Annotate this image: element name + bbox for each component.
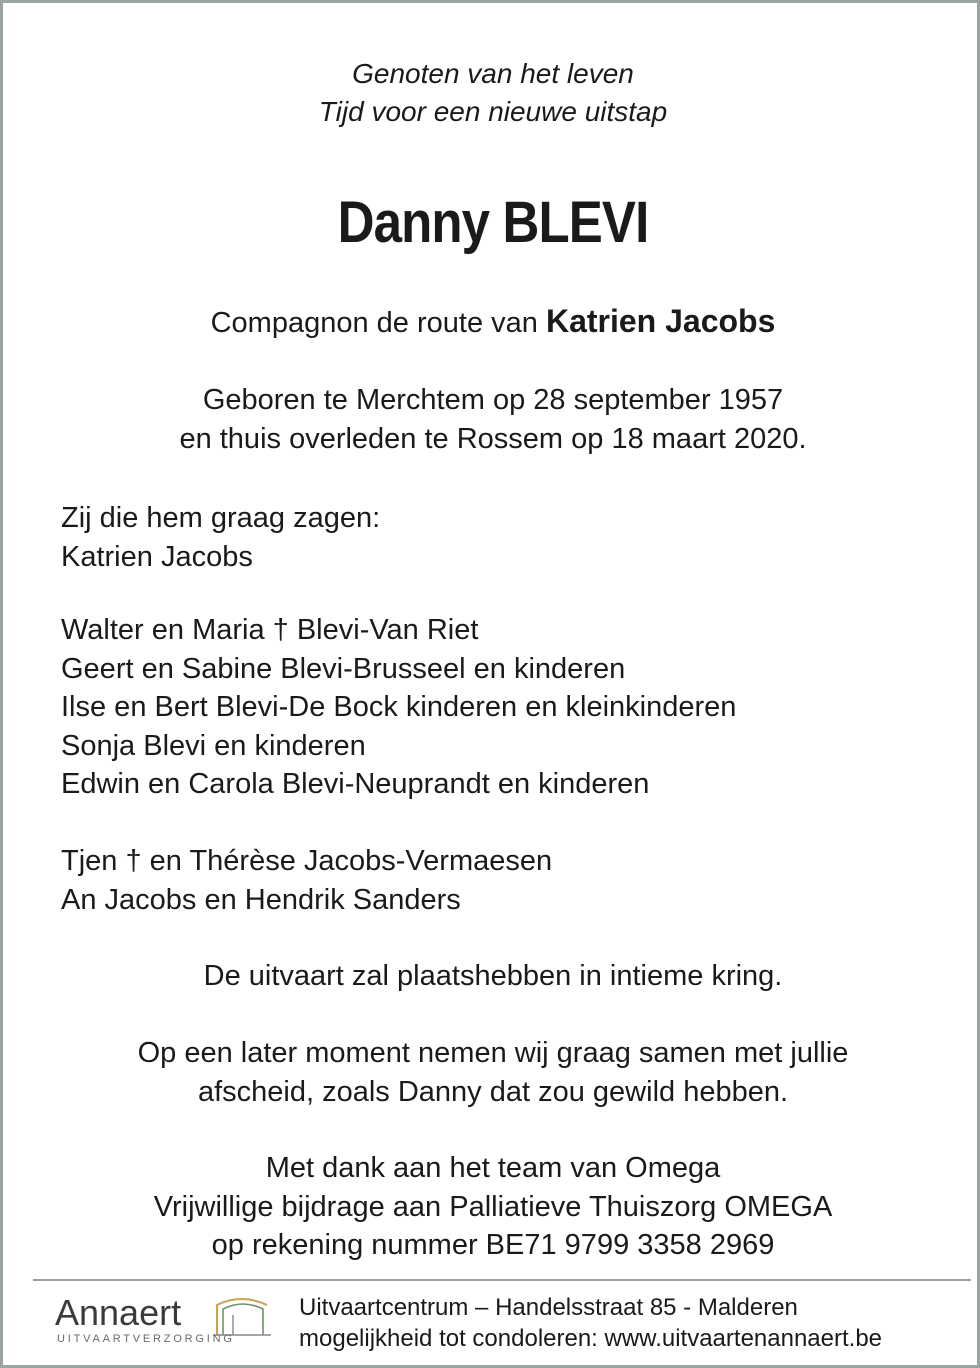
companion-prefix: Compagnon de route van — [210, 307, 538, 339]
funeral-home-logo — [55, 1291, 285, 1351]
logo-name: Annaert — [55, 1292, 182, 1333]
farewell-line-1: Op een later moment nemen wij graag samen met jullie — [137, 1037, 849, 1069]
footer-divider — [33, 1279, 971, 1281]
list-item: Edwin en Carola Blevi-Neuprandt en kinderen — [61, 768, 650, 800]
motto-line-2: Tijd voor een nieuwe uitstap — [318, 96, 668, 127]
funeral-notice: De uitvaart zal plaatshebben in intieme kring. — [203, 960, 783, 992]
list-item: An Jacobs en Hendrik Sanders — [61, 883, 461, 916]
footer-condolences: mogelijkheid tot condoleren: www.uitvaartenannaert.be — [299, 1325, 883, 1352]
deceased-name: Danny BLEVI — [337, 190, 649, 255]
list-item: Sonja Blevi en kinderen — [61, 729, 366, 762]
list-item: Ilse en Bert Blevi-De Bock kinderen en kleinkinderen — [61, 691, 737, 723]
bank-account-line: op rekening nummer BE71 9799 3358 2969 — [211, 1229, 775, 1261]
thanks-line-2: Vrijwillige bijdrage aan Palliatieve Thuiszorg OMEGA — [153, 1190, 833, 1223]
footer-address: Uitvaartcentrum – Handelsstraat 85 - Malderen — [299, 1294, 798, 1321]
birth-line: Geboren te Merchtem op 28 september 1957 — [202, 384, 784, 416]
mourner-partner: Katrien Jacobs — [61, 540, 253, 573]
thanks-line-1: Met dank aan het team van Omega — [265, 1152, 721, 1184]
motto — [3, 55, 980, 131]
footer-contact — [299, 1292, 882, 1354]
partner-name: Katrien Jacobs — [545, 303, 776, 339]
family-blevi-list — [61, 611, 736, 804]
birth-death-info — [3, 381, 980, 459]
farewell-line-2: afscheid, zoals Danny dat zou gewild hebben. — [197, 1075, 789, 1108]
family-jacobs-list — [61, 842, 552, 919]
farewell-notice — [3, 1034, 980, 1111]
logo-subtitle: UITVAARTVERZORGING — [57, 1333, 235, 1345]
motto-line-1: Genoten van het leven — [352, 58, 634, 89]
death-line: en thuis overleden te Rossem op 18 maart 2020. — [179, 423, 807, 455]
mourners-intro: Zij die hem graag zagen: — [61, 502, 381, 534]
mourners-intro-block — [61, 499, 380, 576]
companion-line — [3, 301, 980, 343]
thanks-block — [3, 1149, 980, 1265]
list-item: Walter en Maria † Blevi-Van Riet — [61, 614, 479, 646]
list-item: Tjen † en Thérèse Jacobs-Vermaesen — [61, 845, 553, 877]
list-item: Geert en Sabine Blevi-Brusseel en kinderen — [61, 652, 626, 685]
